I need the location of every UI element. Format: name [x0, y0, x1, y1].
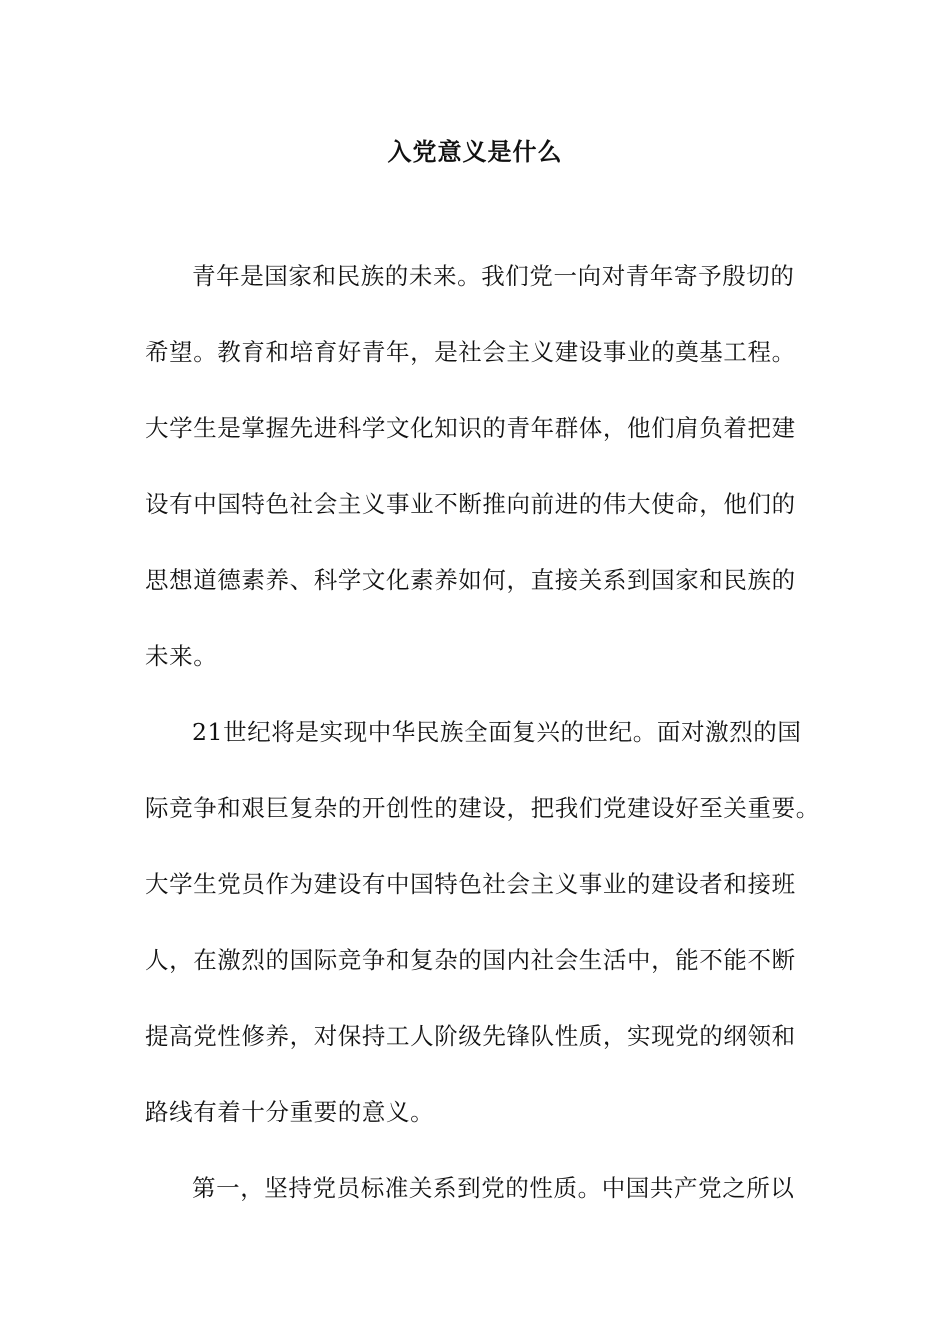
- text-line: 第一，坚持党员标准关系到党的性质。中国共产党之所以: [192, 1174, 795, 1202]
- text-line: 大学生是掌握先进科学文化知识的青年群体，他们肩负着把建: [145, 414, 796, 442]
- document-body: [145, 256, 820, 1244]
- text-line: 未来。: [145, 642, 218, 670]
- text-line: 设有中国特色社会主义事业不断推向前进的伟大使命，他们的: [145, 490, 796, 518]
- document-title: 入党意义是什么: [387, 137, 563, 166]
- text-line: 希望。教育和培育好青年，是社会主义建设事业的奠基工程。: [145, 338, 796, 366]
- text-line: 大学生党员作为建设有中国特色社会主义事业的建设者和接班: [145, 870, 796, 898]
- text-line: 提高党性修养，对保持工人阶级先锋队性质，实现党的纲领和: [145, 1022, 796, 1050]
- text-line: 人，在激烈的国际竞争和复杂的国内社会生活中，能不能不断: [145, 946, 796, 974]
- text-line: 路线有着十分重要的意义。: [145, 1098, 435, 1126]
- text-line: 际竞争和艰巨复杂的开创性的建设，把我们党建设好至关重要。: [145, 794, 820, 822]
- text-line: 21世纪将是实现中华民族全面复兴的世纪。面对激烈的国: [192, 718, 802, 746]
- text-line: 青年是国家和民族的未来。我们党一向对青年寄予殷切的: [192, 262, 795, 290]
- text-line: 思想道德素养、科学文化素养如何，直接关系到国家和民族的: [145, 566, 796, 594]
